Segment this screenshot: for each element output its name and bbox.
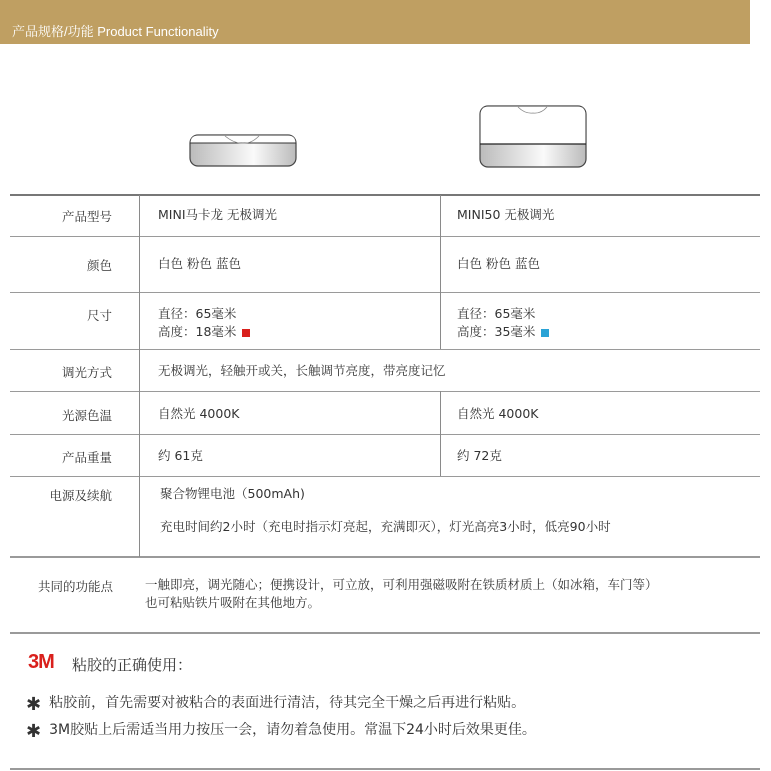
row-label: 颜色: [86, 258, 112, 273]
row-label: 光源色温: [61, 408, 112, 423]
mini-color-temp: 自然光 4000K: [158, 406, 240, 421]
mini-weight: 约 61克: [158, 448, 203, 463]
adhesive-item-text: 3M胶贴上后需适当用力按压一会，请勿着急使用。常温下24小时后效果更佳。: [49, 722, 536, 738]
dimming-mode: 无极调光，轻触开或关，长触调节亮度，带亮度记忆: [158, 363, 446, 378]
row-label: 电源及续航: [49, 488, 112, 503]
mini-product-image: [185, 130, 300, 170]
common-label: 共同的功能点: [37, 579, 113, 594]
column-divider: [139, 195, 140, 557]
divider: [10, 434, 760, 435]
divider: [10, 236, 760, 237]
3m-logo: 3M: [28, 651, 54, 673]
divider: [10, 476, 760, 477]
asterisk-icon: ✱: [26, 721, 42, 742]
battery: 聚合物锂电池（500mAh): [160, 486, 305, 501]
mini-diameter: 直径：65毫米: [158, 306, 237, 321]
battery-life: 充电时间约2小时（充电时指示灯亮起，充满即灭），灯光高亮3小时，低亮90小时: [160, 519, 611, 534]
column-divider: [440, 195, 441, 349]
adhesive-item-text: 粘胶前，首先需要对被粘合的表面进行清洁，待其完全干燥之后再进行粘贴。: [49, 695, 526, 711]
divider: [10, 768, 760, 770]
row-label: 产品型号: [61, 209, 112, 224]
adhesive-item: [26, 692, 525, 715]
divider: [10, 292, 760, 293]
row-label: 产品重量: [61, 450, 112, 465]
mini50-size: [457, 305, 549, 341]
mini50-colors: 白色 粉色 蓝色: [457, 256, 540, 271]
row-label: 尺寸: [86, 308, 112, 323]
common-features: [145, 576, 658, 612]
divider: [10, 349, 760, 350]
mini50-diameter: 直径：65毫米: [457, 306, 536, 321]
divider: [10, 391, 760, 392]
red-marker-icon: [242, 329, 250, 337]
mini50-height: 高度：35毫米: [457, 324, 536, 339]
blue-marker-icon: [541, 329, 549, 337]
section-header: [0, 0, 750, 44]
row-label: 调光方式: [61, 365, 112, 380]
section-title: 产品规格/功能 Product Functionality: [12, 24, 219, 39]
mini50-weight: 约 72克: [457, 448, 502, 463]
divider: [10, 556, 760, 558]
mini-model: MINI马卡龙 无极调光: [158, 207, 277, 222]
common-line: 也可粘贴铁片吸附在其他地方。: [145, 595, 321, 610]
asterisk-icon: ✱: [26, 694, 42, 715]
mini50-color-temp: 自然光 4000K: [457, 406, 539, 421]
table-top-line: [10, 194, 760, 196]
mini50-model: MINI50 无极调光: [457, 207, 555, 222]
mini50-product-image: [475, 102, 590, 170]
mini-size: [158, 305, 250, 341]
column-divider: [440, 391, 441, 476]
divider: [10, 632, 760, 634]
mini-height: 高度：18毫米: [158, 324, 237, 339]
adhesive-title: 粘胶的正确使用：: [72, 656, 193, 674]
common-line: 一触即亮，调光随心；便携设计，可立放，可利用强磁吸附在铁质材质上（如冰箱，车门等）: [145, 577, 658, 592]
adhesive-item: [26, 719, 536, 742]
mini-colors: 白色 粉色 蓝色: [158, 256, 241, 271]
